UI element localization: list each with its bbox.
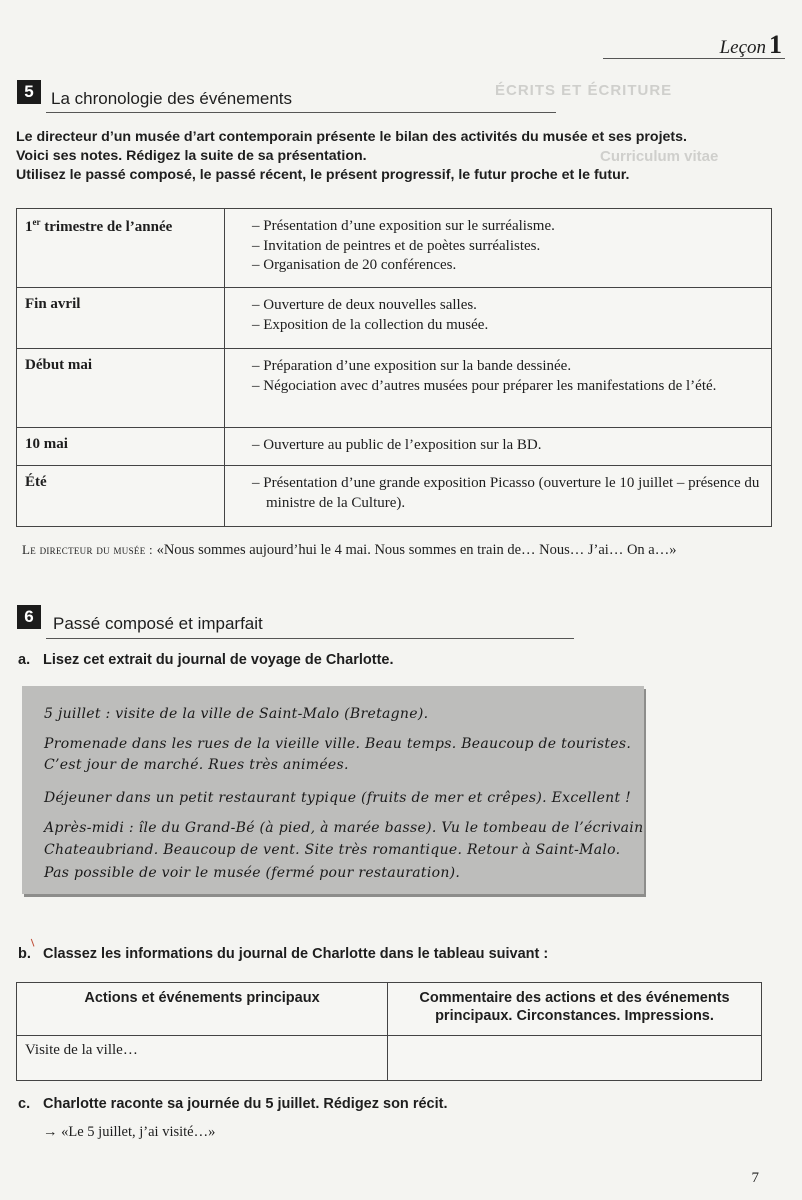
period-cell: 10 mai bbox=[17, 428, 225, 466]
table-cell bbox=[388, 1036, 762, 1081]
table-row bbox=[17, 1036, 762, 1081]
table-row bbox=[17, 209, 772, 288]
ghost-heading: ÉCRITS ET ÉCRITURE bbox=[495, 82, 673, 99]
question-text: Classez les informations du journal de Charlotte dans le tableau suivant : bbox=[43, 946, 549, 962]
journal-line: Promenade dans les rues de la vieille ville. Beau temps. Beaucoup de touristes. bbox=[44, 736, 632, 752]
section-title: La chronologie des événements bbox=[51, 89, 292, 108]
activity-item: – Préparation d’une exposition sur la bande dessinée. bbox=[252, 358, 572, 374]
director-text: «Nous sommes aujourd’hui le 4 mai. Nous sommes en train de… Nous… J’ai… On a…» bbox=[152, 542, 677, 558]
pen-mark-icon bbox=[31, 937, 38, 946]
journal-line: C’est jour de marché. Rues très animées. bbox=[44, 757, 349, 773]
activity-item: – Négociation avec d’autres musées pour préparer les manifestations de l’été. bbox=[252, 377, 717, 394]
question-label: a. bbox=[18, 652, 31, 668]
table-row bbox=[17, 428, 772, 466]
lesson-word: Leçon bbox=[719, 37, 766, 58]
activity-item: – Ouverture de deux nouvelles salles. bbox=[252, 297, 477, 313]
section-rule bbox=[46, 638, 574, 639]
journal-line: 5 juillet : visite de la ville de Saint-Malo (Bretagne). bbox=[44, 706, 429, 722]
period-cell: Début mai bbox=[17, 349, 225, 428]
section-rule bbox=[46, 112, 556, 113]
journal-line: Chateaubriand. Beaucoup de vent. Site très romantique. Retour à Saint-Malo. bbox=[44, 842, 621, 858]
instruction-line: Voici ses notes. Rédigez la suite de sa présentation. bbox=[16, 148, 367, 164]
lesson-header bbox=[720, 30, 782, 60]
table-row bbox=[17, 466, 772, 527]
journal-extract bbox=[22, 686, 644, 894]
section-title: Passé composé et imparfait bbox=[53, 614, 263, 633]
page-number: 7 bbox=[751, 1170, 759, 1186]
activity-item: – Présentation d’une exposition sur le surréalisme. bbox=[252, 218, 555, 234]
table-header-row bbox=[17, 983, 762, 1036]
director-label: Le directeur du musée : bbox=[22, 542, 153, 557]
column-header: Commentaire des actions et des événements principaux. Circonstances. Impressions. bbox=[388, 983, 762, 1036]
journal-line: Déjeuner dans un petit restaurant typique (fruits de mer et crêpes). Excellent ! bbox=[44, 790, 632, 806]
journal-line: Après-midi : île du Grand-Bé (à pied, à marée basse). Vu le tombeau de l’écrivain bbox=[44, 820, 644, 836]
activities-cell bbox=[225, 288, 772, 349]
lesson-number: 1 bbox=[769, 30, 782, 59]
table-row bbox=[17, 349, 772, 428]
table-cell: Visite de la ville… bbox=[17, 1036, 388, 1081]
question-label: b. bbox=[18, 946, 31, 962]
instruction-line: Le directeur d’un musée d’art contemporain présente le bilan des activités du musée et ses projets. bbox=[16, 129, 687, 145]
activities-cell bbox=[225, 466, 772, 527]
chronology-table bbox=[16, 208, 772, 527]
activity-item: – Exposition de la collection du musée. bbox=[252, 316, 489, 333]
example-text: → «Le 5 juillet, j’ai visité…» bbox=[43, 1124, 216, 1140]
table-row bbox=[17, 288, 772, 349]
activity-item: – Présentation d’une grande exposition Picasso (ouverture le 10 juillet – présence du ministre de la Culture). bbox=[252, 475, 760, 511]
instruction-line: Utilisez le passé composé, le passé récent, le présent progressif, le futur proche et le futur. bbox=[16, 167, 630, 183]
header-rule bbox=[603, 58, 785, 59]
column-header: Actions et événements principaux bbox=[17, 983, 388, 1036]
period-cell: 1er trimestre de l’année bbox=[17, 209, 225, 288]
activity-item: – Ouverture au public de l’exposition sur la BD. bbox=[252, 437, 542, 453]
section-number: 5 bbox=[17, 80, 41, 104]
classification-table bbox=[16, 982, 762, 1081]
activities-cell bbox=[225, 349, 772, 428]
ghost-subheading: Curriculum vitae bbox=[600, 148, 719, 165]
activities-cell bbox=[225, 428, 772, 466]
director-quote bbox=[22, 540, 782, 560]
question-text: Lisez cet extrait du journal de voyage de Charlotte. bbox=[43, 652, 394, 668]
activities-cell bbox=[225, 209, 772, 288]
period-cell: Été bbox=[17, 466, 225, 527]
section-number: 6 bbox=[17, 605, 41, 629]
period-cell: Fin avril bbox=[17, 288, 225, 349]
journal-line: Pas possible de voir le musée (fermé pour restauration). bbox=[44, 865, 461, 881]
activity-item: – Organisation de 20 conférences. bbox=[252, 257, 457, 273]
question-text: Charlotte raconte sa journée du 5 juillet. Rédigez son récit. bbox=[43, 1096, 448, 1112]
question-label: c. bbox=[18, 1096, 31, 1112]
activity-item: – Invitation de peintres et de poètes surréalistes. bbox=[252, 237, 541, 254]
